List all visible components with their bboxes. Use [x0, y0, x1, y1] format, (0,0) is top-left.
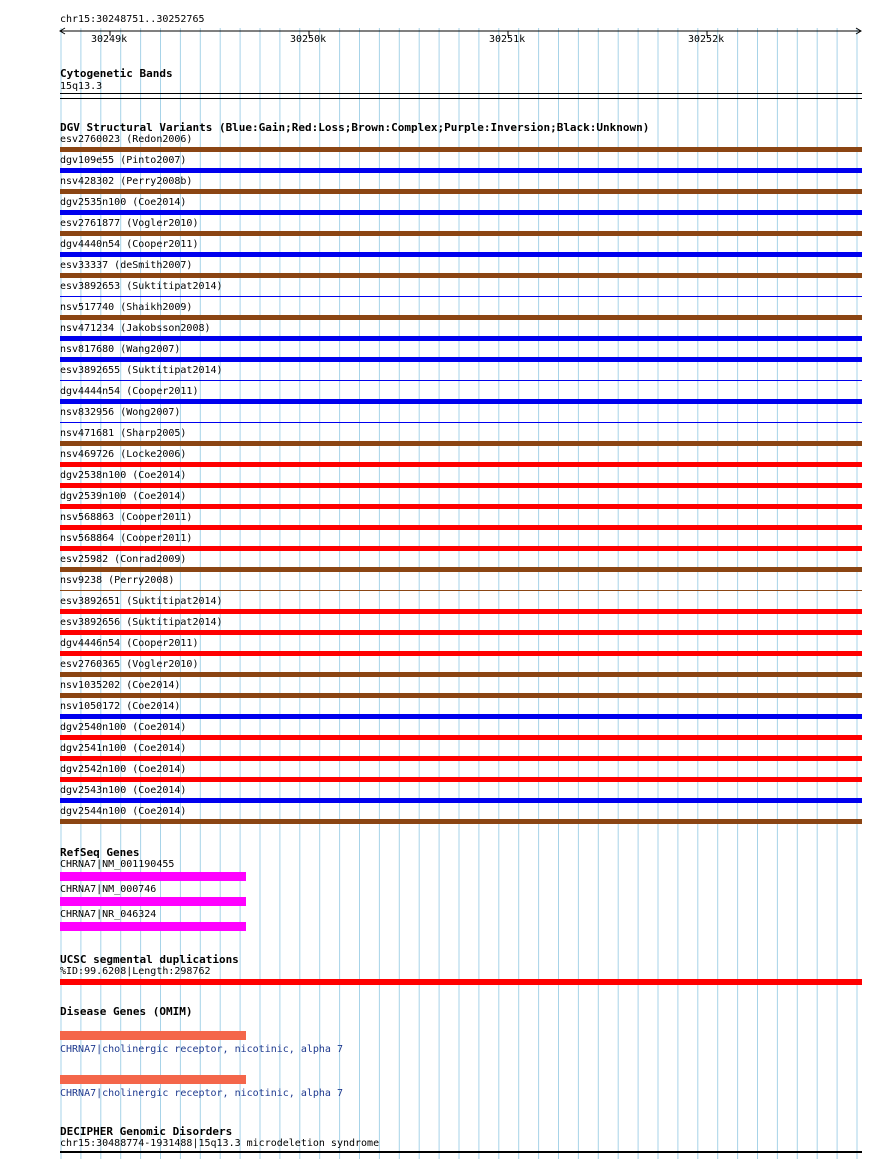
dgv-variant-label[interactable]: esv3892653 (Suktitipat2014)	[60, 281, 223, 292]
dgv-variant-label[interactable]: nsv832956 (Wong2007)	[60, 407, 181, 418]
ruler-tick-label: 30250k	[290, 34, 327, 45]
dgv-variant-bar[interactable]	[60, 546, 862, 551]
refseq-gene-label[interactable]: CHRNA7|NR_046324	[60, 909, 157, 920]
dgv-variant-label[interactable]: nsv9238 (Perry2008)	[60, 575, 175, 586]
dgv-track-title: DGV Structural Variants (Blue:Gain;Red:Loss;Brown:Complex;Purple:Inversion;Black:Unknown)	[60, 121, 650, 134]
dgv-variant-bar[interactable]	[60, 296, 862, 297]
cytoband-label: 15q13.3	[60, 81, 103, 92]
dgv-variant-label[interactable]: dgv2543n100 (Coe2014)	[60, 785, 187, 796]
dgv-variant-bar[interactable]	[60, 168, 862, 173]
dgv-variant-bar[interactable]	[60, 798, 862, 803]
dgv-variant-bar[interactable]	[60, 590, 862, 591]
dgv-variant-bar[interactable]	[60, 147, 862, 152]
dgv-variant-bar[interactable]	[60, 525, 862, 530]
dgv-variant-label[interactable]: dgv2541n100 (Coe2014)	[60, 743, 187, 754]
cytoband-bar-bottom	[60, 98, 862, 99]
dgv-variant-label[interactable]: dgv2544n100 (Coe2014)	[60, 806, 187, 817]
dgv-variant-bar[interactable]	[60, 567, 862, 572]
dgv-variant-label[interactable]: dgv109e55 (Pinto2007)	[60, 155, 187, 166]
dgv-variant-bar[interactable]	[60, 630, 862, 635]
dgv-variant-bar[interactable]	[60, 504, 862, 509]
dgv-variant-label[interactable]: dgv2538n100 (Coe2014)	[60, 470, 187, 481]
refseq-gene-bar[interactable]	[60, 922, 246, 931]
dgv-variant-bar[interactable]	[60, 399, 862, 404]
dgv-variant-label[interactable]: nsv428302 (Perry2008b)	[60, 176, 193, 187]
dgv-variant-label[interactable]: esv33337 (deSmith2007)	[60, 260, 193, 271]
dgv-variant-label[interactable]: nsv517740 (Shaikh2009)	[60, 302, 193, 313]
dgv-variant-bar[interactable]	[60, 189, 862, 194]
dgv-variant-bar[interactable]	[60, 651, 862, 656]
dgv-variant-label[interactable]: dgv4446n54 (Cooper2011)	[60, 638, 199, 649]
region-label: chr15:30248751..30252765	[60, 14, 205, 25]
cytoband-track-title: Cytogenetic Bands	[60, 67, 173, 80]
dgv-variant-bar[interactable]	[60, 609, 862, 614]
dgv-variant-bar[interactable]	[60, 483, 862, 488]
dgv-variant-bar[interactable]	[60, 672, 862, 677]
cytoband-bar-top	[60, 93, 862, 94]
dgv-variant-bar[interactable]	[60, 357, 862, 362]
decipher-label[interactable]: chr15:30488774-1931488|15q13.3 microdeletion syndrome	[60, 1138, 380, 1149]
dgv-variant-bar[interactable]	[60, 777, 862, 782]
refseq-gene-label[interactable]: CHRNA7|NM_001190455	[60, 859, 175, 870]
omim-gene-bar[interactable]	[60, 1031, 246, 1040]
dgv-variant-label[interactable]: esv2760023 (Redon2006)	[60, 134, 193, 145]
refseq-track-title: RefSeq Genes	[60, 846, 140, 859]
segdup-label[interactable]: %ID:99.6208|Length:298762	[60, 966, 211, 977]
dgv-variant-label[interactable]: esv3892655 (Suktitipat2014)	[60, 365, 223, 376]
ruler-tick-label: 30251k	[489, 34, 526, 45]
omim-track-title: Disease Genes (OMIM)	[60, 1005, 193, 1018]
refseq-gene-label[interactable]: CHRNA7|NM_000746	[60, 884, 157, 895]
decipher-bar[interactable]	[60, 1151, 862, 1153]
dgv-variant-label[interactable]: esv2760365 (Vogler2010)	[60, 659, 199, 670]
ruler-tick-label: 30252k	[688, 34, 725, 45]
dgv-variant-label[interactable]: esv3892651 (Suktitipat2014)	[60, 596, 223, 607]
dgv-variant-bar[interactable]	[60, 693, 862, 698]
dgv-variant-bar[interactable]	[60, 714, 862, 719]
dgv-variant-label[interactable]: dgv4440n54 (Cooper2011)	[60, 239, 199, 250]
dgv-variant-bar[interactable]	[60, 380, 862, 381]
dgv-variant-label[interactable]: esv25982 (Conrad2009)	[60, 554, 187, 565]
dgv-variant-label[interactable]: dgv4444n54 (Cooper2011)	[60, 386, 199, 397]
decipher-track-title: DECIPHER Genomic Disorders	[60, 1125, 233, 1138]
dgv-variant-label[interactable]: nsv471681 (Sharp2005)	[60, 428, 187, 439]
dgv-variant-bar[interactable]	[60, 336, 862, 341]
dgv-variant-bar[interactable]	[60, 756, 862, 761]
dgv-variant-bar[interactable]	[60, 315, 862, 320]
dgv-variant-bar[interactable]	[60, 441, 862, 446]
dgv-variant-label[interactable]: nsv469726 (Locke2006)	[60, 449, 187, 460]
refseq-gene-bar[interactable]	[60, 872, 246, 881]
dgv-variant-bar[interactable]	[60, 422, 862, 423]
omim-gene-link[interactable]: CHRNA7|cholinergic receptor, nicotinic, alpha 7	[60, 1088, 343, 1099]
dgv-variant-label[interactable]: esv3892656 (Suktitipat2014)	[60, 617, 223, 628]
dgv-variant-label[interactable]: esv2761877 (Vogler2010)	[60, 218, 199, 229]
dgv-variant-bar[interactable]	[60, 273, 862, 278]
dgv-variant-bar[interactable]	[60, 252, 862, 257]
dgv-variant-label[interactable]: nsv471234 (Jakobsson2008)	[60, 323, 211, 334]
ruler	[58, 26, 864, 38]
dgv-variant-bar[interactable]	[60, 210, 862, 215]
segdup-bar[interactable]	[60, 979, 862, 985]
dgv-variant-bar[interactable]	[60, 231, 862, 236]
ruler-tick-label: 30249k	[91, 34, 128, 45]
dgv-variant-label[interactable]: dgv2540n100 (Coe2014)	[60, 722, 187, 733]
dgv-variant-label[interactable]: nsv568863 (Cooper2011)	[60, 512, 193, 523]
omim-gene-bar[interactable]	[60, 1075, 246, 1084]
dgv-variant-label[interactable]: dgv2539n100 (Coe2014)	[60, 491, 187, 502]
segdup-track-title: UCSC segmental duplications	[60, 953, 239, 966]
dgv-variant-label[interactable]: nsv1035202 (Coe2014)	[60, 680, 181, 691]
dgv-variant-label[interactable]: dgv2535n100 (Coe2014)	[60, 197, 187, 208]
refseq-gene-bar[interactable]	[60, 897, 246, 906]
dgv-variant-bar[interactable]	[60, 462, 862, 467]
omim-gene-link[interactable]: CHRNA7|cholinergic receptor, nicotinic, alpha 7	[60, 1044, 343, 1055]
dgv-variant-label[interactable]: dgv2542n100 (Coe2014)	[60, 764, 187, 775]
dgv-variant-bar[interactable]	[60, 735, 862, 740]
dgv-variant-bar[interactable]	[60, 819, 862, 824]
dgv-variant-label[interactable]: nsv1050172 (Coe2014)	[60, 701, 181, 712]
dgv-variant-label[interactable]: nsv817680 (Wang2007)	[60, 344, 181, 355]
dgv-variant-label[interactable]: nsv568864 (Cooper2011)	[60, 533, 193, 544]
